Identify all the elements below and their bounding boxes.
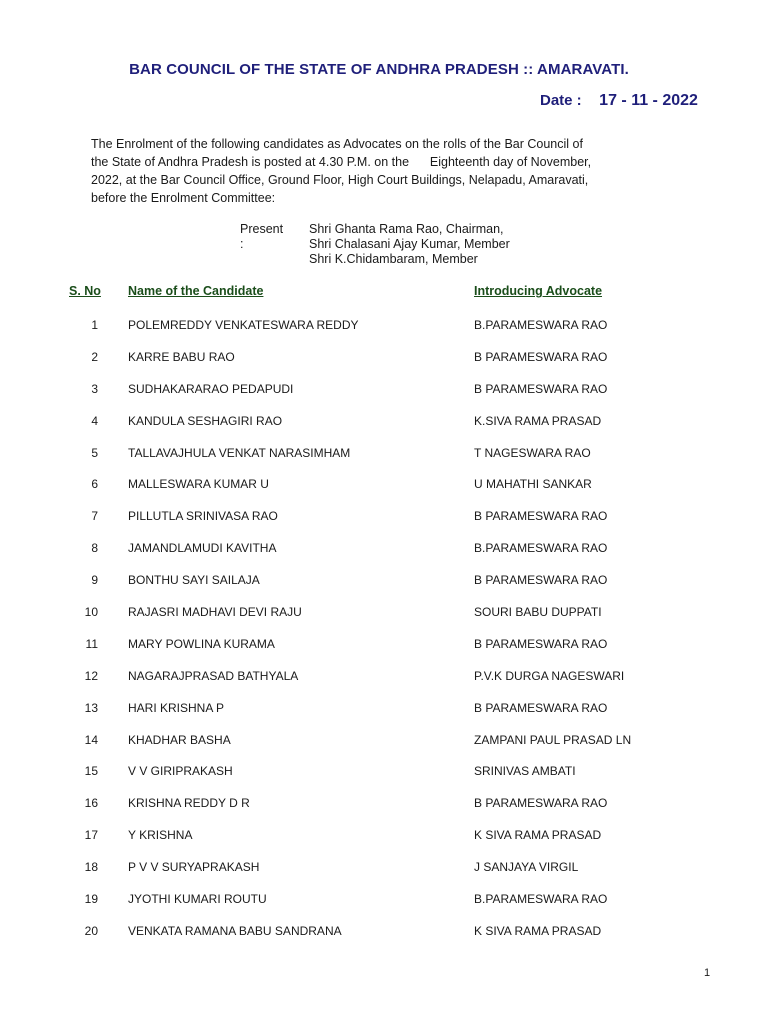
table-row — [0, 637, 768, 669]
table-row — [0, 446, 768, 478]
row-candidate-name: SUDHAKARARAO PEDAPUDI — [128, 381, 294, 396]
row-candidate-name: V V GIRIPRAKASH — [128, 764, 233, 779]
row-sno: 1 — [91, 318, 98, 332]
row-introducing-advocate: B PARAMESWARA RAO — [474, 573, 608, 588]
row-candidate-name: VENKATA RAMANA BABU SANDRANA — [128, 923, 342, 938]
row-sno: 3 — [91, 381, 98, 396]
intro-line: the State of Andhra Pradesh is posted at 4.30 P.M. on the Eighteenth day of November, — [91, 155, 592, 169]
row-candidate-name: RAJASRI MADHAVI DEVI RAJU — [128, 605, 302, 620]
row-introducing-advocate: B.PARAMESWARA RAO — [474, 541, 608, 556]
table-row — [0, 541, 768, 573]
document-title: BAR COUNCIL OF THE STATE OF ANDHRA PRADESH :: AMARAVATI. — [129, 61, 629, 78]
intro-line: The Enrolment of the following candidates as Advocates on the rolls of the Bar Council of — [91, 137, 583, 151]
row-introducing-advocate: B PARAMESWARA RAO — [474, 509, 608, 524]
row-sno: 10 — [84, 605, 98, 620]
row-sno: 9 — [91, 573, 98, 588]
row-sno: 15 — [84, 764, 98, 779]
table-row — [0, 477, 768, 509]
row-sno: 17 — [84, 828, 98, 843]
row-candidate-name: HARI KRISHNA P — [128, 700, 225, 715]
row-sno: 18 — [84, 860, 98, 875]
row-introducing-advocate: B PARAMESWARA RAO — [474, 636, 608, 651]
row-candidate-name: Y KRISHNA — [128, 828, 193, 843]
row-sno: 5 — [91, 445, 98, 460]
intro-line: 2022, at the Bar Council Office, Ground Floor, High Court Buildings, Nelapadu, Amaravati, — [91, 173, 589, 187]
row-candidate-name: KHADHAR BASHA — [128, 732, 231, 747]
page-number: 1 — [704, 967, 711, 979]
table-row — [0, 860, 768, 892]
row-candidate-name: BONTHU SAYI SAILAJA — [128, 573, 260, 588]
present-label: Present : — [240, 222, 284, 251]
header-sno: S. No — [69, 284, 101, 298]
row-sno: 7 — [91, 509, 98, 524]
present-member: Shri Ghanta Rama Rao, Chairman, — [309, 222, 504, 236]
row-introducing-advocate: K SIVA RAMA PRASAD — [474, 923, 602, 938]
date-value: 17 - 11 - 2022 — [599, 92, 698, 109]
row-candidate-name: MALLESWARA KUMAR U — [128, 477, 269, 492]
table-row — [0, 924, 768, 956]
row-introducing-advocate: T NAGESWARA RAO — [474, 445, 591, 460]
intro-line: before the Enrolment Committee: — [91, 191, 276, 205]
row-introducing-advocate: J SANJAYA VIRGIL — [474, 860, 579, 875]
header-introducing-advocate: Introducing Advocate — [474, 284, 603, 298]
row-introducing-advocate: K SIVA RAMA PRASAD — [474, 828, 602, 843]
row-sno: 12 — [84, 668, 98, 683]
row-sno: 4 — [91, 413, 98, 428]
table-row — [0, 318, 768, 350]
row-candidate-name: KRISHNA REDDY D R — [128, 796, 250, 811]
candidate-table — [0, 318, 768, 956]
row-introducing-advocate: SOURI BABU DUPPATI — [474, 605, 602, 620]
table-row — [0, 764, 768, 796]
table-row — [0, 605, 768, 637]
row-sno: 16 — [84, 796, 98, 811]
row-candidate-name: POLEMREDDY VENKATESWARA REDDY — [128, 318, 359, 332]
table-row — [0, 382, 768, 414]
row-introducing-advocate: B.PARAMESWARA RAO — [474, 892, 608, 907]
row-introducing-advocate: B PARAMESWARA RAO — [474, 796, 608, 811]
row-introducing-advocate: B.PARAMESWARA RAO — [474, 318, 608, 332]
row-candidate-name: JAMANDLAMUDI KAVITHA — [128, 541, 277, 556]
row-candidate-name: PILLUTLA SRINIVASA RAO — [128, 509, 278, 524]
row-candidate-name: TALLAVAJHULA VENKAT NARASIMHAM — [128, 445, 351, 460]
table-row — [0, 350, 768, 382]
present-members — [309, 222, 510, 267]
row-sno: 2 — [91, 349, 98, 364]
row-candidate-name: MARY POWLINA KURAMA — [128, 636, 275, 651]
table-row — [0, 414, 768, 446]
row-sno: 19 — [84, 892, 98, 907]
row-introducing-advocate: B PARAMESWARA RAO — [474, 700, 608, 715]
table-row — [0, 669, 768, 701]
present-member: Shri K.Chidambaram, Member — [309, 252, 478, 266]
row-introducing-advocate: ZAMPANI PAUL PRASAD LN — [474, 732, 632, 747]
row-sno: 11 — [85, 636, 98, 651]
table-row — [0, 573, 768, 605]
row-sno: 14 — [84, 732, 98, 747]
row-sno: 13 — [84, 700, 98, 715]
table-row — [0, 509, 768, 541]
row-candidate-name: P V V SURYAPRAKASH — [128, 860, 260, 875]
row-introducing-advocate: U MAHATHI SANKAR — [474, 477, 592, 492]
date-label: Date : — [540, 92, 582, 109]
intro-paragraph — [91, 135, 651, 207]
row-candidate-name: KANDULA SESHAGIRI RAO — [128, 413, 283, 428]
row-introducing-advocate: P.V.K DURGA NAGESWARI — [474, 668, 625, 683]
table-row — [0, 796, 768, 828]
row-candidate-name: KARRE BABU RAO — [128, 349, 235, 364]
table-row — [0, 733, 768, 765]
row-introducing-advocate: B PARAMESWARA RAO — [474, 349, 608, 364]
date-row — [540, 92, 698, 110]
row-sno: 20 — [84, 923, 98, 938]
table-row — [0, 892, 768, 924]
row-introducing-advocate: B PARAMESWARA RAO — [474, 381, 608, 396]
present-member: Shri Chalasani Ajay Kumar, Member — [309, 237, 510, 251]
table-row — [0, 701, 768, 733]
row-sno: 8 — [91, 541, 98, 556]
row-introducing-advocate: SRINIVAS AMBATI — [474, 764, 576, 779]
row-candidate-name: NAGARAJPRASAD BATHYALA — [128, 668, 299, 683]
row-sno: 6 — [91, 477, 98, 492]
header-candidate-name: Name of the Candidate — [128, 284, 264, 298]
row-introducing-advocate: K.SIVA RAMA PRASAD — [474, 413, 602, 428]
row-candidate-name: JYOTHI KUMARI ROUTU — [128, 892, 267, 907]
table-row — [0, 828, 768, 860]
